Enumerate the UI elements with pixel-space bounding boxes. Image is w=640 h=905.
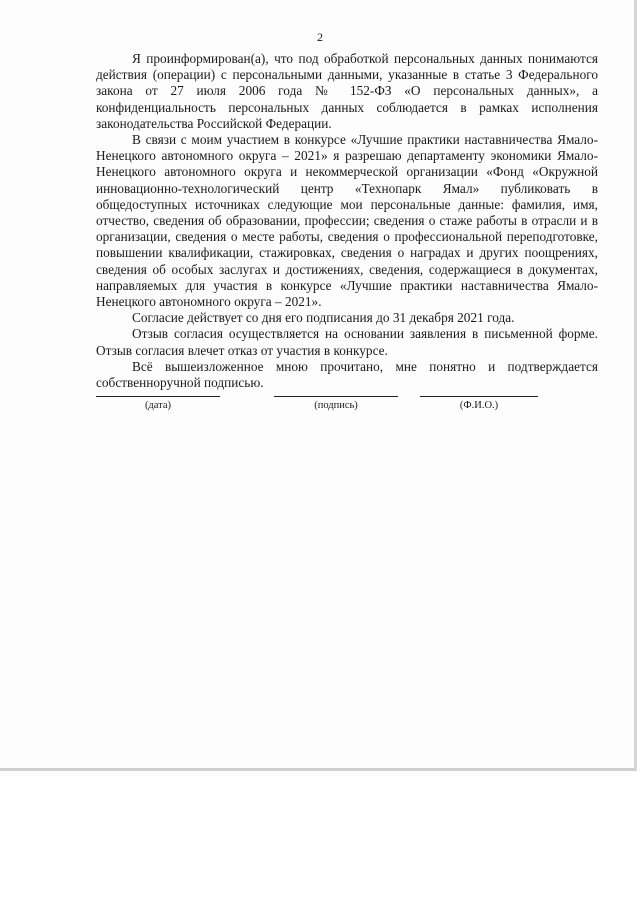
paragraph-withdrawal: Отзыв согласия осуществляется на основании заявления в письменной форме. Отзыв согласия влечет отказ от участия в конкурсе. [96,326,598,358]
date-caption: (дата) [144,400,172,411]
signature-line [274,396,398,397]
full-name-line [420,396,538,397]
paragraph-validity-period: Согласие действует со дня его подписания до 31 декабря 2021 года. [132,310,515,326]
full-name-caption: (Ф.И.О.) [459,400,499,411]
consent-body [96,51,598,391]
paragraph-data-processing: Я проинформирован(а), что под обработкой персональных данных понимаются действия (операции) с персональными данными, указанные в статье 3 Федерального закона от 27 июля 2006 года № 152-ФЗ «О персональных данных», а конфиденциальность персональных данных соблюдается в рамках исполнения законодательства Российской Федерации. [96,51,598,131]
page-number: 2 [317,30,323,44]
paragraph-confirmation: Всё вышеизложенное мною прочитано, мне понятно и подтверждается собственноручной подписью. [96,358,598,391]
full-name-field [420,390,538,411]
signature-caption: (подпись) [314,400,358,411]
signature-block [0,390,640,420]
date-field [96,390,220,411]
date-line [96,396,220,397]
paragraph-publication-permission: В связи с моим участием в конкурсе «Лучшие практики наставничества Ямало-Ненецкого автономного округа – 2021» я разрешаю департаменту экономики Ямало-Ненецкого автономного округа и некоммерческой организации «Фонд «Окружной инновационно-технологический центр «Технопарк Ямал» публиковать в общедоступных источниках следующие мои персональные данные: фамилия, имя, отчество, сведения об образовании, профессии; сведения о стаже работы в отрасли и в организации, сведения о месте работы, сведения о профессиональной переподготовке, повышении квалификации, стажировках, сведения о наградах и других поощрениях, сведения об особых заслугах и достижениях, сведения, содержащиеся в документах, направляемых для участия в конкурсе «Лучшие практики наставничества Ямало-Ненецкого автономного округа – 2021». [96,132,598,310]
signature-field [274,390,398,411]
